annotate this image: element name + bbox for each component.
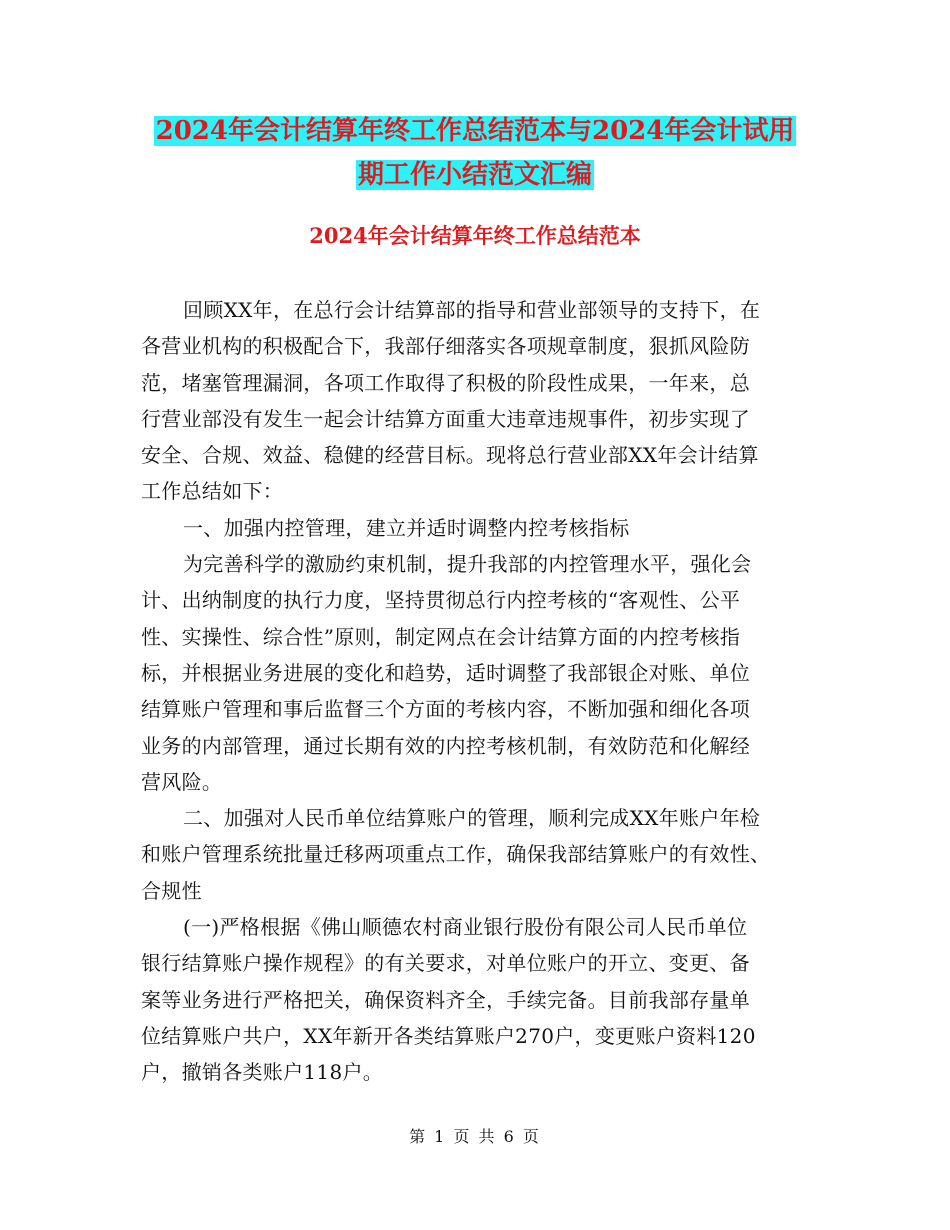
body-line: 安全、合规、效益、稳健的经营目标。现将总行营业部XX年会计结算 (141, 443, 759, 468)
document-body (141, 292, 811, 1091)
body-line: 一、加强内控管理，建立并适时调整内控考核指标 (183, 515, 630, 540)
body-line: 二、加强对人民币单位结算账户的管理，顺利完成XX年账户年检 (183, 806, 761, 831)
body-line: 回顾XX年，在总行会计结算部的指导和营业部领导的支持下，在 (183, 298, 761, 322)
title-highlight-2: 期工作小结范文汇编 (357, 160, 592, 190)
body-line: 户，撤销各类账户118户。 (141, 1060, 384, 1085)
page-footer: 第 1 页 共 6 页 (409, 1127, 541, 1146)
body-line: 结算账户管理和事后监督三个方面的考核内容，不断加强和细化各项 (141, 697, 750, 722)
body-line: 各营业机构的积极配合下，我部仔细落实各项规章制度，狠抓风险防 (141, 334, 750, 359)
body-line: 标，并根据业务进展的变化和趋势，适时调整了我部银企对账、单位 (141, 660, 750, 685)
body-line: 案等业务进行严格把关，确保资料齐全，手续完备。目前我部存量单 (141, 987, 750, 1012)
body-line: 营风险。 (141, 769, 223, 794)
body-line: 性、实操性、综合性”原则，制定网点在会计结算方面的内控考核指 (141, 624, 741, 649)
title-highlight-1: 2024年会计结算年终工作总结范本与2024年会计试用 (155, 116, 795, 146)
body-line: 行营业部没有发生一起会计结算方面重大违章违规事件，初步实现了 (141, 406, 750, 431)
body-line: 合规性 (141, 878, 202, 903)
body-line: (一)严格根据《佛山顺德农村商业银行股份有限公司人民币单位 (183, 915, 748, 940)
body-line: 银行结算账户操作规程》的有关要求，对单位账户的开立、变更、备 (141, 951, 750, 976)
body-line: 和账户管理系统批量迁移两项重点工作，确保我部结算账户的有效性、 (141, 842, 771, 867)
body-line: 业务的内部管理，通过长期有效的内控考核机制，有效防范和化解经 (141, 733, 750, 758)
body-line: 计、出纳制度的执行力度，坚持贯彻总行内控考核的“客观性、公平 (141, 588, 741, 613)
body-line: 范，堵塞管理漏洞，各项工作取得了积极的阶段性成果，一年来，总 (141, 370, 750, 395)
body-line: 为完善科学的激励约束机制，提升我部的内控管理水平，强化会 (183, 552, 752, 577)
section-heading: 2024年会计结算年终工作总结范本 (309, 223, 641, 248)
document-title-line-2 (0, 152, 950, 198)
body-line: 工作总结如下： (141, 479, 284, 504)
body-line: 位结算账户共户，XX年新开各类结算账户270户，变更账户资料120 (141, 1023, 756, 1048)
document-title-line-1 (0, 108, 950, 154)
